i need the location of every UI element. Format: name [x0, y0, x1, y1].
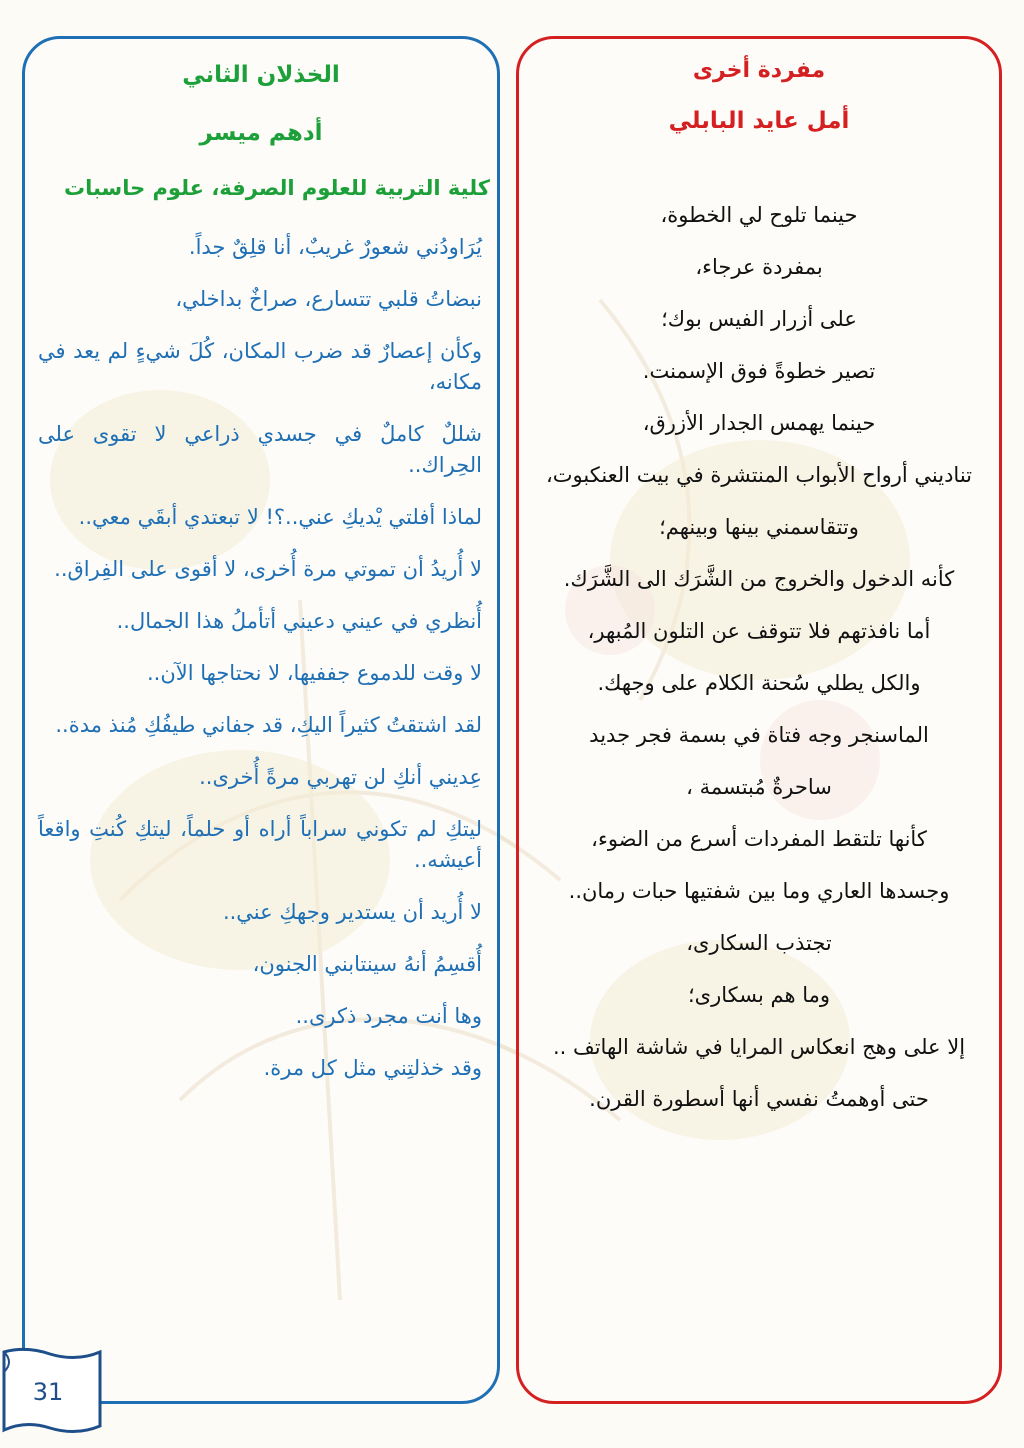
right-poem-body: [532, 200, 986, 1136]
poem-stanza: وقد خذلتِني مثل كل مرة.: [263, 1056, 482, 1080]
left-poem-title: الخذلان الثاني: [182, 62, 340, 88]
poem-stanza: وتتقاسمني بينها وبينهم؛: [659, 515, 859, 539]
left-poem-author: أدهم ميسر: [199, 120, 323, 146]
right-poem-author: أمل عايد البابلي: [668, 108, 850, 134]
poem-stanza: كأنه الدخول والخروج من الشَّرَك الى الشَّرَك.: [563, 567, 955, 591]
poem-stanza: لماذا أفلتي يْديكِ عني..؟! لا تبعتدي أبقَي معي..: [78, 505, 482, 529]
poem-stanza: أما نافذتهم فلا تتوقف عن التلون المُبهر،: [587, 619, 931, 643]
poem-stanza: تصير خطوةً فوق الإسمنت.: [642, 359, 876, 383]
poem-stanza: يُرَاودُني شعورٌ غريبٌ، أنا قلِقٌ جداً.: [188, 235, 482, 259]
poem-stanza: وها أنت مجرد ذكرى..: [295, 1004, 482, 1028]
poem-stanza: إلا على وهج انعكاس المرايا في شاشة الهاتف ..: [552, 1035, 966, 1059]
poem-stanza: لا أُريدُ أن تموتي مرة أُخرى، لا أقوى على الفِراق..: [54, 557, 482, 581]
left-poem-body: [38, 232, 482, 1105]
poem-stanza: أُنظري في عيني دعيني أتأملُ هذا الجمال..: [116, 609, 482, 633]
poem-stanza: وما هم بسكارى؛: [687, 983, 831, 1007]
poem-stanza: ليتكِ لم تكوني سراباً أراه أو حلماً، ليتكِ كُنتِ واقعاً أعيشه..: [38, 817, 482, 872]
left-author-affiliation: كلية التربية للعلوم الصرفة، علوم حاسبات: [63, 176, 490, 200]
poem-stanza: بمفردة عرجاء،: [695, 255, 823, 279]
poem-stanza: لا أُريد أن يستدير وجهكِ عني..: [222, 900, 482, 924]
poem-stanza: حينما يهمس الجدار الأزرق،: [642, 411, 876, 435]
poem-stanza: وكأن إعصارٌ قد ضرب المكان، كُلَ شيءٍ لم يعد في مكانه،: [38, 339, 482, 394]
poem-stanza: حينما تلوح لي الخطوة،: [660, 203, 858, 227]
poem-stanza: لقد اشتقتُ كثيراً اليكِ، قد جفاني طيفُكِ مُنذ مدة..: [55, 713, 482, 737]
right-poem-title: مفردة أخرى: [692, 58, 826, 83]
poem-stanza: نبضاتُ قلبي تتسارع، صراخٌ بداخلي،: [175, 287, 482, 311]
poem-stanza: حتى أوهمتُ نفسي أنها أسطورة القرن.: [589, 1087, 929, 1111]
poem-stanza: وجسدها العاري وما بين شفتيها حبات رمان..: [568, 879, 950, 903]
poem-stanza: شللٌ كاملٌ في جسدي ذراعي لا تقوى على الحِراك..: [38, 422, 482, 477]
poem-stanza: ساحرةٌ مُبتسمة ،: [686, 775, 832, 799]
poem-stanza: تجتذب السكارى،: [686, 931, 832, 955]
poem-stanza: تناديني أرواح الأبواب المنتشرة في بيت العنكبوت،: [545, 463, 973, 487]
poem-stanza: كأنها تلتقط المفردات أسرع من الضوء،: [591, 827, 927, 851]
poem-stanza: عِديني أنكِ لن تهربي مرةً أُخرى..: [199, 765, 482, 789]
poem-stanza: لا وقت للدموع جففيها، لا نحتاجها الآن..: [146, 661, 482, 685]
poem-stanza: أُقسِمُ أنهُ سينتابني الجنون،: [252, 952, 482, 976]
poem-stanza: الماسنجر وجه فتاة في بسمة فجر جديد: [589, 723, 929, 747]
poem-stanza: والكل يطلي سُحنة الكلام على وجهك.: [597, 671, 921, 695]
poem-stanza: على أزرار الفيس بوك؛: [661, 307, 857, 331]
page-number: 31: [32, 1378, 64, 1406]
